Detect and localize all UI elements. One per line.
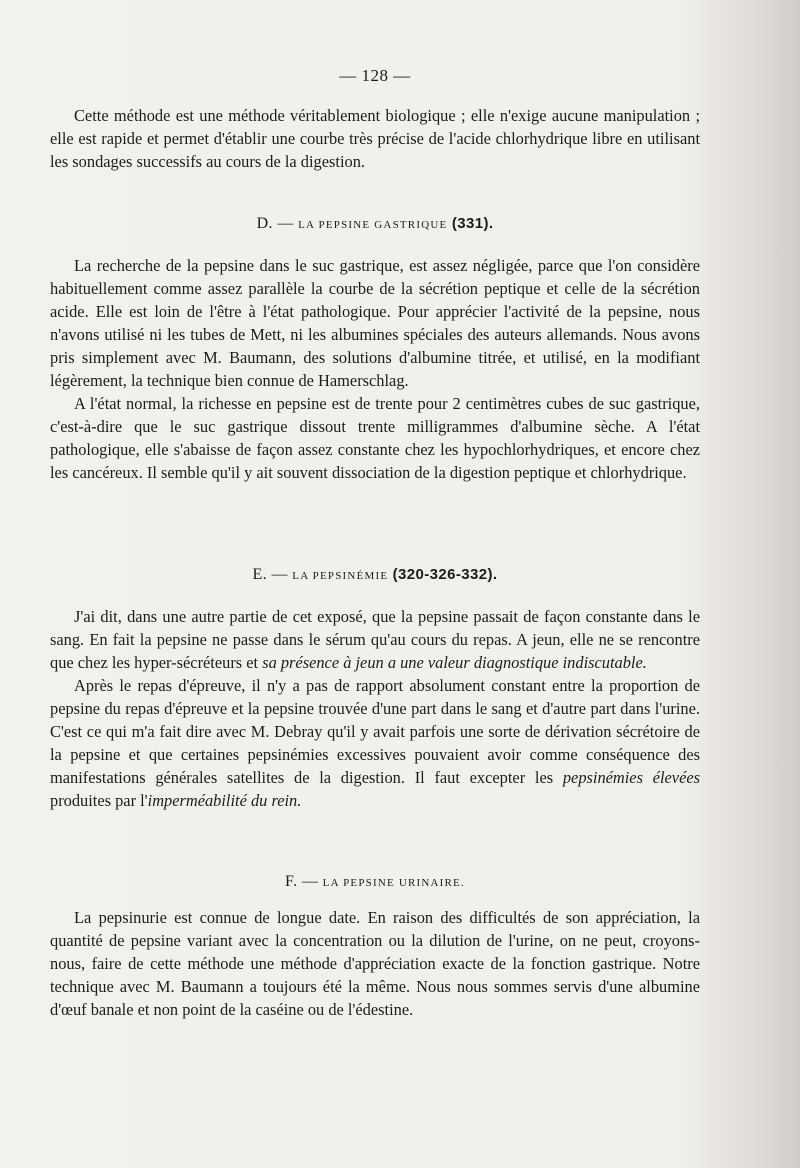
section-f-paragraph: La pepsinurie est connue de longue date. En raison des difficultés de son appréciation, la quantité de pepsine variant avec la concentration ou la dilution de l'urine, on ne peut, croyons-nous, faire de cette méthode une méthode d'appréciation exacte de la fonction gastrique. Notre technique avec M. Baumann a toujours été la même. Nous nous sommes servis d'une albumine d'œuf banale et non point de la caséine ou de l'édestine. — [50, 908, 700, 1019]
section-e-paragraph-1 — [50, 605, 700, 674]
section-e-p2-text: Après le repas d'épreuve, il n'y a pas de rapport absolument constant entre la proportion de pepsine du repas d'épreuve et la pepsine trouvée d'une part dans le sang et d'autre part dans l'urine. C'est ce qui m'a fait dire avec M. Debray qu'il y avait parfois une sorte de dérivation sécrétoire de la pepsine et que certaines pepsinémies excessives pouvaient avoir comme conséquence des manifestations générales satellites de la digestion. Il faut excepter les — [50, 676, 700, 787]
section-e-letter: E. — — [252, 566, 288, 583]
section-e-p2-italic-1: pepsinémies élevées — [562, 768, 700, 787]
section-d-ref: (331). — [451, 215, 494, 232]
section-e-heading — [0, 566, 750, 584]
section-e-p1-italic: sa présence à jeun a une valeur diagnostique indiscutable. — [262, 653, 647, 672]
section-f-letter: F. — — [285, 873, 319, 890]
section-e-body — [50, 605, 700, 812]
section-d-paragraph-1: La recherche de la pepsine dans le suc gastrique, est assez négligée, parce que l'on considère habituellement comme assez parallèle la courbe de la sécrétion peptique et celle de la sécrétion acide. Elle est loin de l'être à l'état pathologique. Pour apprécier l'activité de la pepsine, nous n'avons utilisé ni les tubes de Mett, ni les albumines spéciales des auteurs allemands. Nous avons pris simplement avec M. Baumann, des solutions d'albumine titrée, et utilisé, en la modifiant légèrement, la technique bien connue de Hamerschlag. — [50, 256, 700, 390]
section-d-title: LA PEPSINE GASTRIQUE — [298, 219, 448, 231]
section-d-letter: D. — — [256, 215, 294, 232]
page-number: — 128 — — [339, 66, 411, 85]
section-e-title: LA PEPSINÉMIE — [292, 570, 389, 582]
section-f-body — [50, 906, 700, 1021]
section-e-paragraph-2 — [50, 674, 700, 812]
section-d-paragraph-2: A l'état normal, la richesse en pepsine est de trente pour 2 centimètres cubes de suc gastrique, c'est-à-dire que le suc gastrique dissout trente milligrammes d'albumine sèche. A l'état pathologique, elle s'abaisse de façon assez constante chez les hypochlorhydriques, et encore chez les cancéreux. Il semble qu'il y ait souvent dissociation de la digestion peptique et chlorhydrique. — [50, 394, 700, 482]
intro-text: Cette méthode est une méthode véritablement biologique ; elle n'exige aucune manipulation ; elle est rapide et permet d'établir une courbe très précise de l'acide chlorhydrique libre en utilisant les sondages successifs au cours de la digestion. — [50, 106, 700, 171]
section-d-body — [50, 254, 700, 484]
section-f-heading — [0, 873, 750, 891]
section-f-title: LA PEPSINE URINAIRE. — [322, 877, 465, 889]
section-d-heading — [0, 215, 750, 233]
intro-paragraph — [50, 104, 700, 173]
section-e-ref: (320-326-332). — [392, 566, 498, 583]
section-e-p2-mid: produites par l' — [50, 791, 148, 810]
section-e-p2-italic-2: imperméabilité du rein. — [147, 791, 302, 810]
section-e-p1-text: J'ai dit, dans une autre partie de cet exposé, que la pepsine passait de façon constante dans le sang. En fait la pepsine ne passe dans le sérum qu'au cours du repas. A jeun, elle ne se rencontre que chez les hyper-sécréteurs et — [50, 607, 700, 672]
